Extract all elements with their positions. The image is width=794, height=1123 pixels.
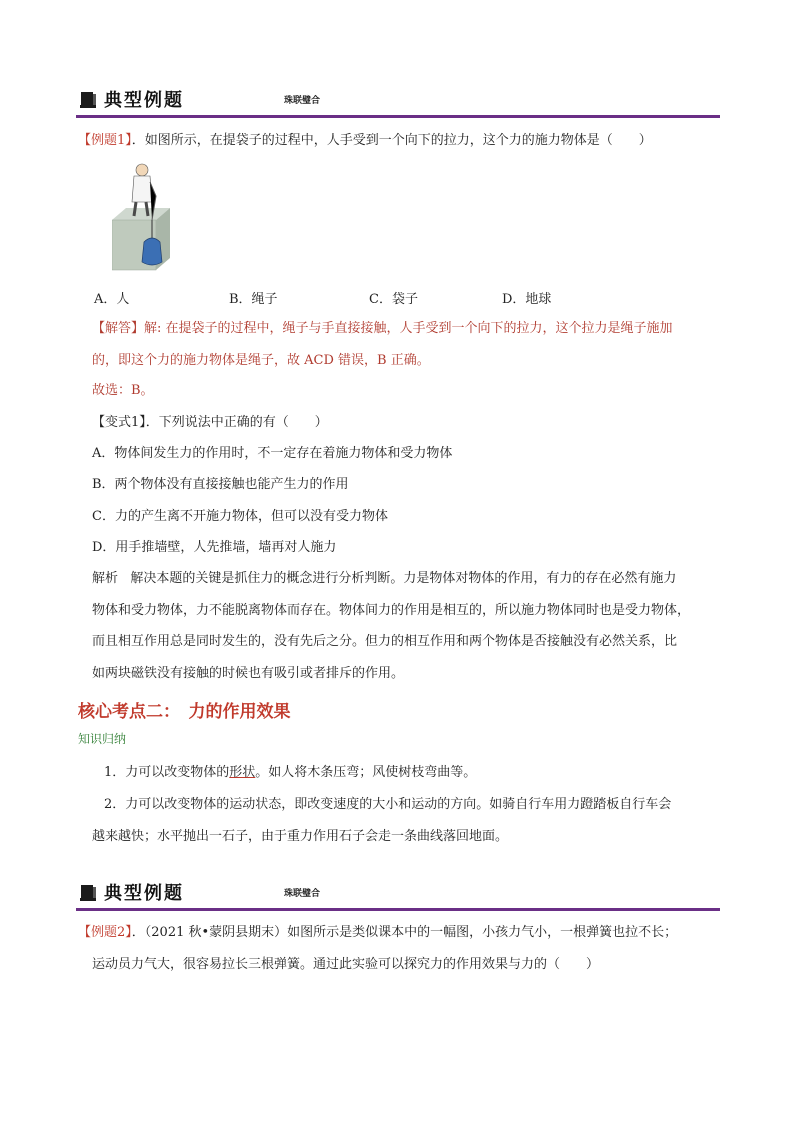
example1-question <box>78 130 652 152</box>
answer-text: 解: 在提袋子的过程中，绳子与手直接接触，人手受到一个向下的拉力，这个拉力是绳子施加 <box>144 321 673 336</box>
core-point-heading: 核心考点二： 力的作用效果 <box>78 702 291 722</box>
point1-text: 1．力可以改变物体的 <box>104 765 230 780</box>
example-tag: 【例题1】 <box>78 133 132 148</box>
option-a: A．人 <box>94 292 130 307</box>
analysis-text: 解决本题的关键是抓住力的概念进行分析判断。力是物体对物体的作用，有力的存在必然有施力 <box>130 571 677 586</box>
variant-question-text: ．下列说法中正确的有（ ） <box>145 415 328 430</box>
book-icon <box>78 883 98 903</box>
option-d: D．地球 <box>502 292 552 307</box>
example2-question <box>78 922 677 944</box>
section-subtitle: 珠联璧合 <box>284 96 321 106</box>
knowledge-summary-label: 知识归纳 <box>78 732 127 746</box>
analysis-line-4: 如两块磁铁没有接触的时候也有吸引或者排斥的作用。 <box>92 666 405 681</box>
knowledge-point-1 <box>104 762 476 784</box>
answer-line <box>92 318 673 340</box>
knowledge-point-2: 2．力可以改变物体的运动状态，即改变速度的大小和运动的方向。如骑自行车用力蹬踏板自行车会 <box>104 797 672 812</box>
variant-option-a: A．物体间发生力的作用时，不一定存在着施力物体和受力物体 <box>92 446 453 461</box>
person-pulling-bag-illustration <box>112 160 176 272</box>
analysis-line-2: 物体和受力物体，力不能脱离物体而存在。物体间力的作用是相互的，所以施力物体同时也是受力物体， <box>92 603 691 618</box>
analysis-label: 解析 <box>92 571 119 586</box>
knowledge-point-2-cont: 越来越快；水平抛出一石子，由于重力作用石子会走一条曲线落回地面。 <box>92 829 509 844</box>
variant-option-c: C．力的产生离不开施力物体，但可以没有受力物体 <box>92 509 388 524</box>
point1-text-end: 。如人将木条压弯；风使树枝弯曲等。 <box>255 765 477 780</box>
section-title: 典型例题 <box>104 90 184 111</box>
example2-question-cont: 运动员力气大，很容易拉长三根弹簧。通过此实验可以探究力的作用效果与力的（ ） <box>92 957 600 972</box>
point1-keyword: 形状 <box>229 765 256 780</box>
example-tag: 【例题2】 <box>78 925 132 940</box>
question-text: ．（2021 秋•蒙阴县期末）如图所示是类似课本中的一幅图，小孩力气小，一根弹簧也拉不长； <box>131 925 678 940</box>
variant-option-d: D．用手推墙壁，人先推墙，墙再对人施力 <box>92 540 337 555</box>
analysis-line-3: 而且相互作用总是同时发生的，没有先后之分。但力的相互作用和两个物体是否接触没有必然关系，比 <box>92 634 678 649</box>
variant1-question <box>92 412 328 434</box>
answer-line-2: 的，即这个力的施力物体是绳子，故 ACD 错误，B 正确。 <box>92 353 430 368</box>
section-divider <box>76 908 720 911</box>
variant-tag: 【变式1】 <box>92 415 146 430</box>
section-divider <box>76 115 720 118</box>
option-c: C．袋子 <box>369 292 418 307</box>
section-title: 典型例题 <box>104 883 184 904</box>
option-b: B．绳子 <box>229 292 278 307</box>
answer-choice: 故选：B。 <box>92 383 154 398</box>
question-text: ．如图所示，在提袋子的过程中，人手受到一个向下的拉力，这个力的施力物体是（ ） <box>131 133 652 148</box>
section-header <box>76 84 720 120</box>
variant-option-b: B．两个物体没有直接接触也能产生力的作用 <box>92 477 349 492</box>
section-header-2 <box>76 877 720 913</box>
analysis-line-1 <box>92 568 676 590</box>
answer-tag: 【解答】 <box>92 321 145 336</box>
section-subtitle: 珠联璧合 <box>284 889 321 899</box>
book-icon <box>78 90 98 110</box>
